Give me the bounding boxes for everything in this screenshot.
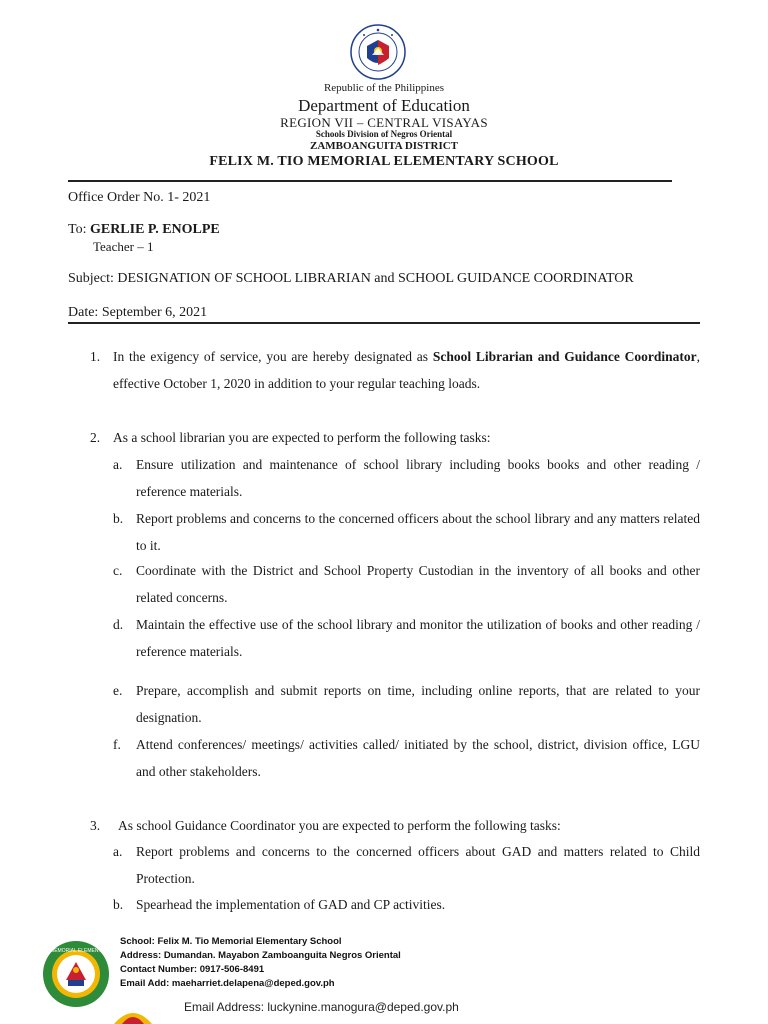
librarian-task: Maintain the effective use of the school library and monitor the utilization of books and other reading / reference materials. <box>136 617 700 659</box>
footer-address: Address: Dumandan. Mayabon Zamboanguita Negros Oriental <box>120 950 401 961</box>
deped-seal-logo <box>350 24 406 80</box>
footer-emblem-logo <box>112 1002 154 1024</box>
school-seal-logo <box>18 940 134 1008</box>
librarian-task: Attend conferences/ meetings/ activities called/ initiated by the school, district, division office, LGU and other stakeholders. <box>136 737 700 779</box>
division-line: Schools Division of Negros Oriental <box>315 129 453 139</box>
librarian-task: Report problems and concerns to the concerned officers about the school library and any matters related to it. <box>136 511 700 553</box>
footer-email-secondary: Email Address: luckynine.manogura@deped.gov.ph <box>184 1000 459 1014</box>
librarian-task: Coordinate with the District and School Property Custodian in the inventory of all books and other related concerns. <box>136 563 700 605</box>
addressee-name: GERLIE P. ENOLPE <box>89 222 220 237</box>
footer-email: Email Add: maeharriet.delapena@deped.gov.ph <box>120 978 335 989</box>
header-divider <box>68 180 672 182</box>
designation-paragraph <box>113 343 700 397</box>
designation-text-after: , effective October 1, 2020 in addition to your regular teaching loads. <box>113 349 700 391</box>
addressee-position: Teacher – 1 <box>93 239 154 254</box>
task-letter: f. <box>113 737 121 752</box>
footer-contact-number: Contact Number: 0917-506-8491 <box>120 964 265 975</box>
designation-role: School Librarian and Guidance Coordinator <box>432 349 697 364</box>
school-seal-ring-text: FELIX M. TIO MEMORIAL ELEMENTARY SCHOOL <box>18 948 134 954</box>
task-letter: d. <box>113 617 124 632</box>
task-letter: b. <box>113 897 124 912</box>
task-letter: a. <box>113 457 123 472</box>
task-letter: c. <box>113 563 123 578</box>
item-number: 1. <box>90 349 101 364</box>
task-letter: e. <box>113 683 123 698</box>
guidance-task: Report problems and concerns to the concerned officers about GAD and matters related to Child Protection. <box>136 844 700 886</box>
item-number: 2. <box>90 430 101 445</box>
designation-text-before: In the exigency of service, you are hereby designated as <box>113 349 433 364</box>
item-number: 3. <box>90 818 101 833</box>
addressee <box>68 222 220 238</box>
memo-divider <box>68 322 700 324</box>
task-letter: b. <box>113 511 124 526</box>
librarian-intro: As a school librarian you are expected to perform the following tasks: <box>113 430 491 445</box>
footer-contact-block <box>120 935 401 991</box>
to-prefix: To: <box>68 222 90 237</box>
school-name: FELIX M. TIO MEMORIAL ELEMENTARY SCHOOL <box>209 154 559 169</box>
guidance-intro: As school Guidance Coordinator you are expected to perform the following tasks: <box>118 818 561 833</box>
librarian-task: Ensure utilization and maintenance of school library including books books and other reading / reference materials. <box>136 457 700 499</box>
republic-line: Republic of the Philippines <box>323 82 445 94</box>
footer-school: School: Felix M. Tio Memorial Elementary School <box>120 936 342 947</box>
department-title: Department of Education <box>298 96 470 115</box>
region-line: REGION VII – CENTRAL VISAYAS <box>280 115 488 130</box>
guidance-task: Spearhead the implementation of GAD and CP activities. <box>136 897 446 912</box>
memo-date: Date: September 6, 2021 <box>68 305 208 320</box>
librarian-task: Prepare, accomplish and submit reports on time, including online reports, that are related to your designation. <box>136 683 700 725</box>
office-order-number: Office Order No. 1- 2021 <box>68 190 211 205</box>
memo-subject: Subject: DESIGNATION OF SCHOOL LIBRARIAN and SCHOOL GUIDANCE COORDINATOR <box>68 271 634 286</box>
district-line: ZAMBOANGUITA DISTRICT <box>309 140 459 152</box>
task-letter: a. <box>113 844 123 859</box>
